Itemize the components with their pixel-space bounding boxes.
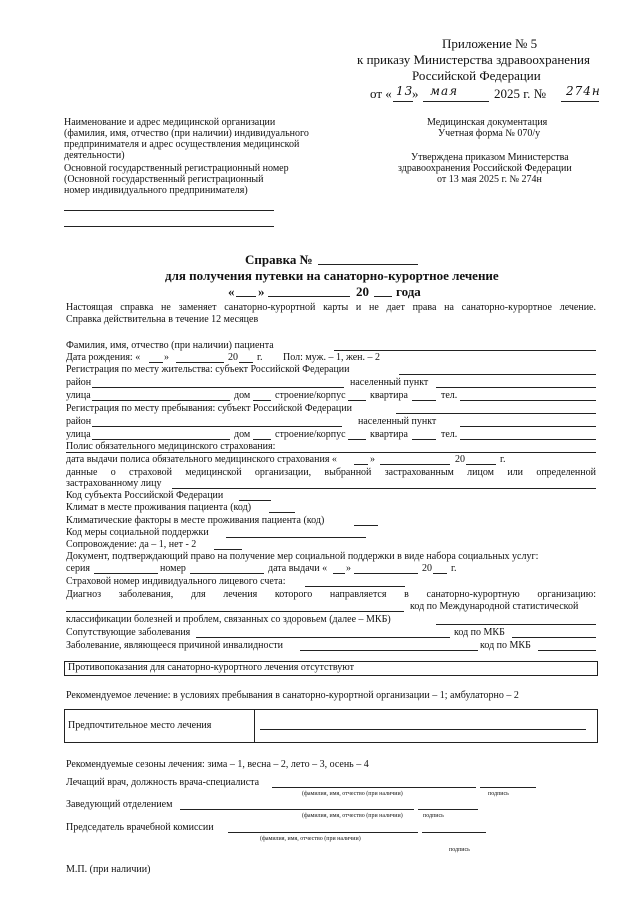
escort-field[interactable] <box>214 549 242 550</box>
apartment2-label: квартира <box>370 429 408 440</box>
diagnosis-field[interactable] <box>66 611 404 612</box>
support-code-field[interactable] <box>226 537 366 538</box>
dob-day-field[interactable] <box>149 362 163 363</box>
building2-label: строение/корпус <box>275 429 346 440</box>
oms-date-quote: » <box>370 454 375 465</box>
comorbid-field[interactable] <box>196 637 450 638</box>
np2-label: населенный пункт <box>358 416 437 427</box>
np-label: населенный пункт <box>350 377 429 388</box>
house-field[interactable] <box>253 400 271 401</box>
title-number-underline <box>318 264 418 265</box>
doctor-label: Лечащий врач, должность врача-специалиста <box>66 777 260 788</box>
rayon2-label: район <box>66 416 92 427</box>
org-line6: (Основной государственный регистрационный <box>64 174 264 185</box>
appendix-year: 2025 г. № <box>494 86 547 101</box>
disability-field[interactable] <box>300 650 478 651</box>
snils-label: Страховой номер индивидуального лицевого счета: <box>66 576 286 587</box>
title-date-open: « <box>228 284 235 299</box>
title-goda: года <box>396 284 421 299</box>
np-field[interactable] <box>436 387 596 388</box>
form-line4: здравоохранения Российской Федерации <box>398 163 572 174</box>
org-line5: Основной государственный регистрационный номер <box>64 163 289 174</box>
notice-line1: Настоящая справка не заменяет санаторно-курортной карты и не дает права на санаторно-курортное лечение. <box>66 302 596 313</box>
chair-caption: (фамилия, имя, отчество (при наличии) <box>260 836 361 842</box>
org-blank-line2 <box>64 226 274 227</box>
doc-label: Документ, подтверждающий право на получение мер социальной поддержки в виде набора социальных услуг: <box>66 551 539 562</box>
chair-sign-field[interactable] <box>422 832 486 833</box>
issue-quote: » <box>346 563 351 574</box>
apartment2-field[interactable] <box>412 439 436 440</box>
fio-field[interactable] <box>334 350 596 351</box>
comorbid-label: Сопутствующие заболевания <box>66 627 191 638</box>
oms-date-month-field[interactable] <box>380 464 450 465</box>
diagnosis-mkb-field[interactable] <box>436 624 596 625</box>
nomer-field[interactable] <box>190 573 264 574</box>
dob-20: 20 <box>228 352 238 363</box>
doctor-sign-field[interactable] <box>480 787 536 788</box>
form-line2: Учетная форма № 070/у <box>438 128 541 139</box>
seria-label: серия <box>66 563 90 574</box>
appendix-line2: к приказу Министерства здравоохранения <box>357 52 590 67</box>
doctor-name-field[interactable] <box>272 787 476 788</box>
phone-label: тел. <box>441 390 458 401</box>
seria-field[interactable] <box>94 573 158 574</box>
escort-label: Сопровождение: да – 1, нет - 2 <box>66 539 197 550</box>
reg-residence-subject-field[interactable] <box>399 374 596 375</box>
chair-sign-caption: подпись <box>449 847 470 853</box>
form-line5: от 13 мая 2025 г. № 274н <box>437 174 542 185</box>
contraindications-text: Противопоказания для санаторно-курортного лечения отсутствуют <box>68 662 354 673</box>
appendix-line1: Приложение № 5 <box>442 36 538 51</box>
appendix-day-underline <box>393 101 413 102</box>
org-blank-line1 <box>64 210 274 211</box>
oms-field[interactable] <box>66 452 596 453</box>
appendix-month-underline <box>423 101 489 102</box>
appendix-day: 13 <box>396 84 414 98</box>
dob-label: Дата рождения: « <box>66 352 141 363</box>
preferred-place-label: Предпочтительное место лечения <box>68 720 212 731</box>
comorbid-mkb-label: код по МКБ <box>454 627 505 638</box>
appendix-quote-close: » <box>412 86 419 101</box>
snils-field[interactable] <box>305 586 405 587</box>
chair-label: Председатель врачебной комиссии <box>66 822 214 833</box>
form-line3: Утверждена приказом Министерства <box>411 152 569 163</box>
title-day-underline <box>236 296 256 297</box>
rayon-label: район <box>66 377 92 388</box>
title-year-prefix: 20 <box>356 284 369 299</box>
building-field[interactable] <box>348 400 366 401</box>
title-date-close: » <box>258 284 265 299</box>
house2-label: дом <box>234 429 251 440</box>
building2-field[interactable] <box>348 439 366 440</box>
sex-label: Пол: муж. – 1, жен. – 2 <box>283 352 381 363</box>
issue-year-field[interactable] <box>433 573 447 574</box>
climate-field[interactable] <box>269 512 295 513</box>
street2-field[interactable] <box>92 439 230 440</box>
climate-label: Климат в месте проживания пациента (код) <box>66 502 252 513</box>
support-code-label: Код меры социальной поддержки <box>66 527 209 538</box>
recommended-treatment: Рекомендуемое лечение: в условиях пребывания в санаторно-курортной организации – 1; амбулаторно – 2 <box>66 690 519 701</box>
issue-day-field[interactable] <box>333 573 345 574</box>
disability-label: Заболевание, являющееся причиной инвалидности <box>66 640 283 651</box>
org-line7: номер индивидуального предпринимателя) <box>64 185 248 196</box>
issue-month-field[interactable] <box>354 573 418 574</box>
fio-label: Фамилия, имя, отчество (при наличии) пациента <box>66 340 274 351</box>
insurer-field[interactable] <box>172 488 596 489</box>
preferred-place-field[interactable] <box>260 729 586 730</box>
notice-line2: Справка действительна в течение 12 месяцев <box>66 314 259 325</box>
street2-label: улица <box>66 429 91 440</box>
phone-field[interactable] <box>460 400 596 401</box>
insurer-line1: данные о страховой медицинской организации, выбранной застрахованным лицом или определенной <box>66 467 596 478</box>
street-field[interactable] <box>92 400 230 401</box>
phone2-label: тел. <box>441 429 458 440</box>
title-purpose: для получения путевки на санаторно-курортное лечение <box>165 268 499 283</box>
org-line1: Наименование и адрес медицинской организации <box>64 117 276 128</box>
climate-factors-label: Климатические факторы в месте проживания пациента (код) <box>66 515 325 526</box>
stamp-label: М.П. (при наличии) <box>66 864 151 875</box>
oms-date-label: дата выдачи полиса обязательного медицинского страхования « <box>66 454 337 465</box>
dob-quote: » <box>164 352 169 363</box>
apartment-label: квартира <box>370 390 408 401</box>
org-line2: (фамилия, имя, отчество (при наличии) индивидуального <box>64 128 309 139</box>
reg-residence-label: Регистрация по месту жительства: субъект Российской Федерации <box>66 364 350 375</box>
appendix-month: мая <box>430 84 459 98</box>
oms-date-year-field[interactable] <box>466 464 496 465</box>
dob-g: г. <box>257 352 263 363</box>
diagnosis-line1: Диагноз заболевания, для лечения которого направляется в санаторно-курортную организацию: <box>66 589 596 600</box>
form-line1: Медицинская документация <box>427 117 548 128</box>
disability-mkb-label: код по МКБ <box>480 640 531 651</box>
seasons-label: Рекомендуемые сезоны лечения: зима – 1, весна – 2, лето – 3, осень – 4 <box>66 759 369 770</box>
appendix-number: 274н <box>566 84 601 98</box>
subject-code-label: Код субъекта Российской Федерации <box>66 490 224 501</box>
house-label: дом <box>234 390 251 401</box>
head-sign-field[interactable] <box>418 809 478 810</box>
appendix-number-underline <box>561 101 599 102</box>
doctor-caption: (фамилия, имя, отчество (при наличии) <box>302 791 403 797</box>
head-caption: (фамилия, имя, отчество (при наличии) <box>302 813 403 819</box>
dob-month-field[interactable] <box>176 362 224 363</box>
climate-factors-field[interactable] <box>354 525 378 526</box>
issue-20: 20 <box>422 563 432 574</box>
org-line3: предпринимателя и адрес осуществления медицинской <box>64 139 300 150</box>
phone2-field[interactable] <box>460 439 596 440</box>
dob-year-field[interactable] <box>239 362 253 363</box>
disability-mkb-field[interactable] <box>538 650 596 651</box>
nomer-label: номер <box>160 563 186 574</box>
oms-label: Полис обязательного медицинского страхования: <box>66 441 276 452</box>
preferred-place-divider <box>254 709 255 743</box>
reg-stay-label: Регистрация по месту пребывания: субъект Российской Федерации <box>66 403 352 414</box>
head-sign-caption: подпись <box>423 813 444 819</box>
oms-date-g: г. <box>500 454 506 465</box>
reg-stay-subject-field[interactable] <box>396 413 596 414</box>
house2-field[interactable] <box>253 439 271 440</box>
insurer-line2: застрахованному лицу <box>66 478 162 489</box>
title-year-underline <box>374 296 392 297</box>
doctor-sign-caption: подпись <box>488 791 509 797</box>
issue-g: г. <box>451 563 457 574</box>
comorbid-mkb-field[interactable] <box>512 637 596 638</box>
title-month-underline <box>268 296 350 297</box>
diagnosis-line3: классификации болезней и проблем, связанных со здоровьем (далее – МКБ) <box>66 614 391 625</box>
appendix-date-prefix: от « <box>370 86 392 101</box>
head-label: Заведующий отделением <box>66 799 173 810</box>
rayon-field[interactable] <box>92 387 344 388</box>
rayon2-field[interactable] <box>92 426 342 427</box>
diagnosis-line2: код по Международной статистической <box>410 601 579 612</box>
apartment-field[interactable] <box>412 400 436 401</box>
org-line4: деятельности) <box>64 150 125 161</box>
appendix-line3: Российской Федерации <box>412 68 541 83</box>
oms-date-20: 20 <box>455 454 465 465</box>
head-name-field[interactable] <box>180 809 414 810</box>
building-label: строение/корпус <box>275 390 346 401</box>
subject-code-field[interactable] <box>239 500 271 501</box>
issue-date-label: дата выдачи « <box>268 563 328 574</box>
oms-date-day-field[interactable] <box>354 464 368 465</box>
title-spravka: Справка № <box>245 252 313 267</box>
chair-name-field[interactable] <box>228 832 418 833</box>
street-label: улица <box>66 390 91 401</box>
np2-field[interactable] <box>460 426 596 427</box>
